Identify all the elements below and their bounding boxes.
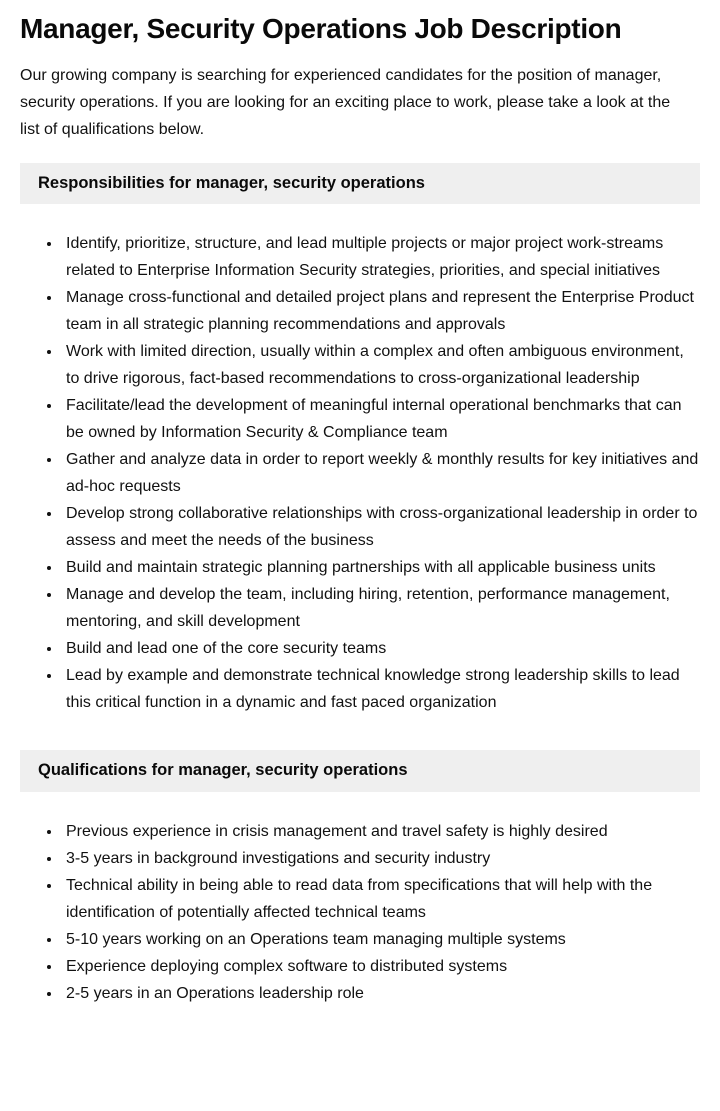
list-item: • Build and maintain strategic planning partnerships with all applicable business units xyxy=(62,554,700,581)
list-item: • 3-5 years in background investigations and security industry xyxy=(62,845,700,872)
list-item: • Build and lead one of the core security teams xyxy=(62,635,700,662)
list-item: • Experience deploying complex software to distributed systems xyxy=(62,953,700,980)
list-item: • Manage cross-functional and detailed project plans and represent the Enterprise Product team in all strategic planning recommendations and approvals xyxy=(62,284,700,338)
list-item: • Previous experience in crisis management and travel safety is highly desired xyxy=(62,818,700,845)
list-item: • Manage and develop the team, including hiring, retention, performance management, mentoring, and skill development xyxy=(62,581,700,635)
responsibilities-list xyxy=(20,230,700,716)
list-item: • Gather and analyze data in order to report weekly & monthly results for key initiatives and ad-hoc requests xyxy=(62,446,700,500)
qualifications-list xyxy=(20,818,700,1007)
section-header-qualifications: Qualifications for manager, security operations xyxy=(20,750,700,792)
section-header-responsibilities: Responsibilities for manager, security operations xyxy=(20,163,700,205)
page-title: Manager, Security Operations Job Description xyxy=(20,13,622,44)
list-item: • Facilitate/lead the development of meaningful internal operational benchmarks that can be owned by Information Security & Compliance team xyxy=(62,392,700,446)
list-item: • Develop strong collaborative relationships with cross-organizational leadership in order to assess and meet the needs of the business xyxy=(62,500,700,554)
list-item: • Technical ability in being able to read data from specifications that will help with the identification of potentially affected technical teams xyxy=(62,872,700,926)
list-item: • Identify, prioritize, structure, and lead multiple projects or major project work-streams related to Enterprise Information Security strategies, priorities, and special initiatives xyxy=(62,230,700,284)
list-item: • Work with limited direction, usually within a complex and often ambiguous environment, to drive rigorous, fact-based recommendations to cross-organizational leadership xyxy=(62,338,700,392)
intro-paragraph: Our growing company is searching for experienced candidates for the position of manager, security operations. If you are looking for an exciting place to work, please take a look at the list of qualifications below. xyxy=(20,66,671,138)
list-item: • 2-5 years in an Operations leadership role xyxy=(62,980,700,1007)
list-item: • Lead by example and demonstrate technical knowledge strong leadership skills to lead this critical function in a dynamic and fast paced organization xyxy=(62,662,700,716)
list-item: • 5-10 years working on an Operations team managing multiple systems xyxy=(62,926,700,953)
